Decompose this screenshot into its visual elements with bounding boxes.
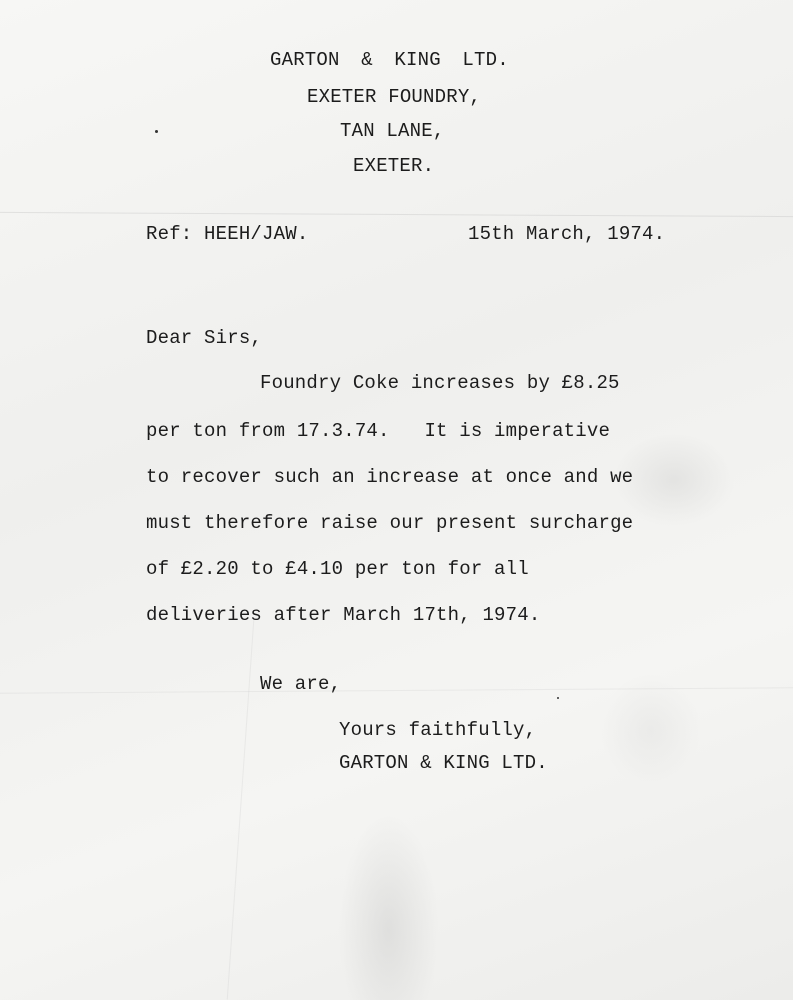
paper-speck [557,697,559,699]
body-line: Foundry Coke increases by £8.25 [260,372,620,394]
body-line: deliveries after March 17th, 1974. [146,604,541,626]
letterhead-foundry: EXETER FOUNDRY, [307,86,482,108]
closing-we-are: We are, [260,673,342,695]
letterhead-street: TAN LANE, [340,120,445,142]
body-line: per ton from 17.3.74. It is imperative [146,420,611,442]
paper-speck [155,130,158,133]
body-line: must therefore raise our present surcharge [146,512,634,534]
closing-signatory: GARTON & KING LTD. [339,752,548,774]
reference-line: Ref: HEEH/JAW. [146,223,309,245]
paper-crease [227,620,255,999]
letter-date: 15th March, 1974. [468,223,666,245]
paper-crease [0,212,793,217]
body-line: of £2.20 to £4.10 per ton for all [146,558,529,580]
letterhead-city: EXETER. [353,155,435,177]
letterhead-company: GARTON & KING LTD. [270,49,509,71]
salutation: Dear Sirs, [146,327,263,349]
body-line: to recover such an increase at once and we [146,466,634,488]
closing-valediction: Yours faithfully, [339,719,537,741]
paper-crease [0,687,793,694]
